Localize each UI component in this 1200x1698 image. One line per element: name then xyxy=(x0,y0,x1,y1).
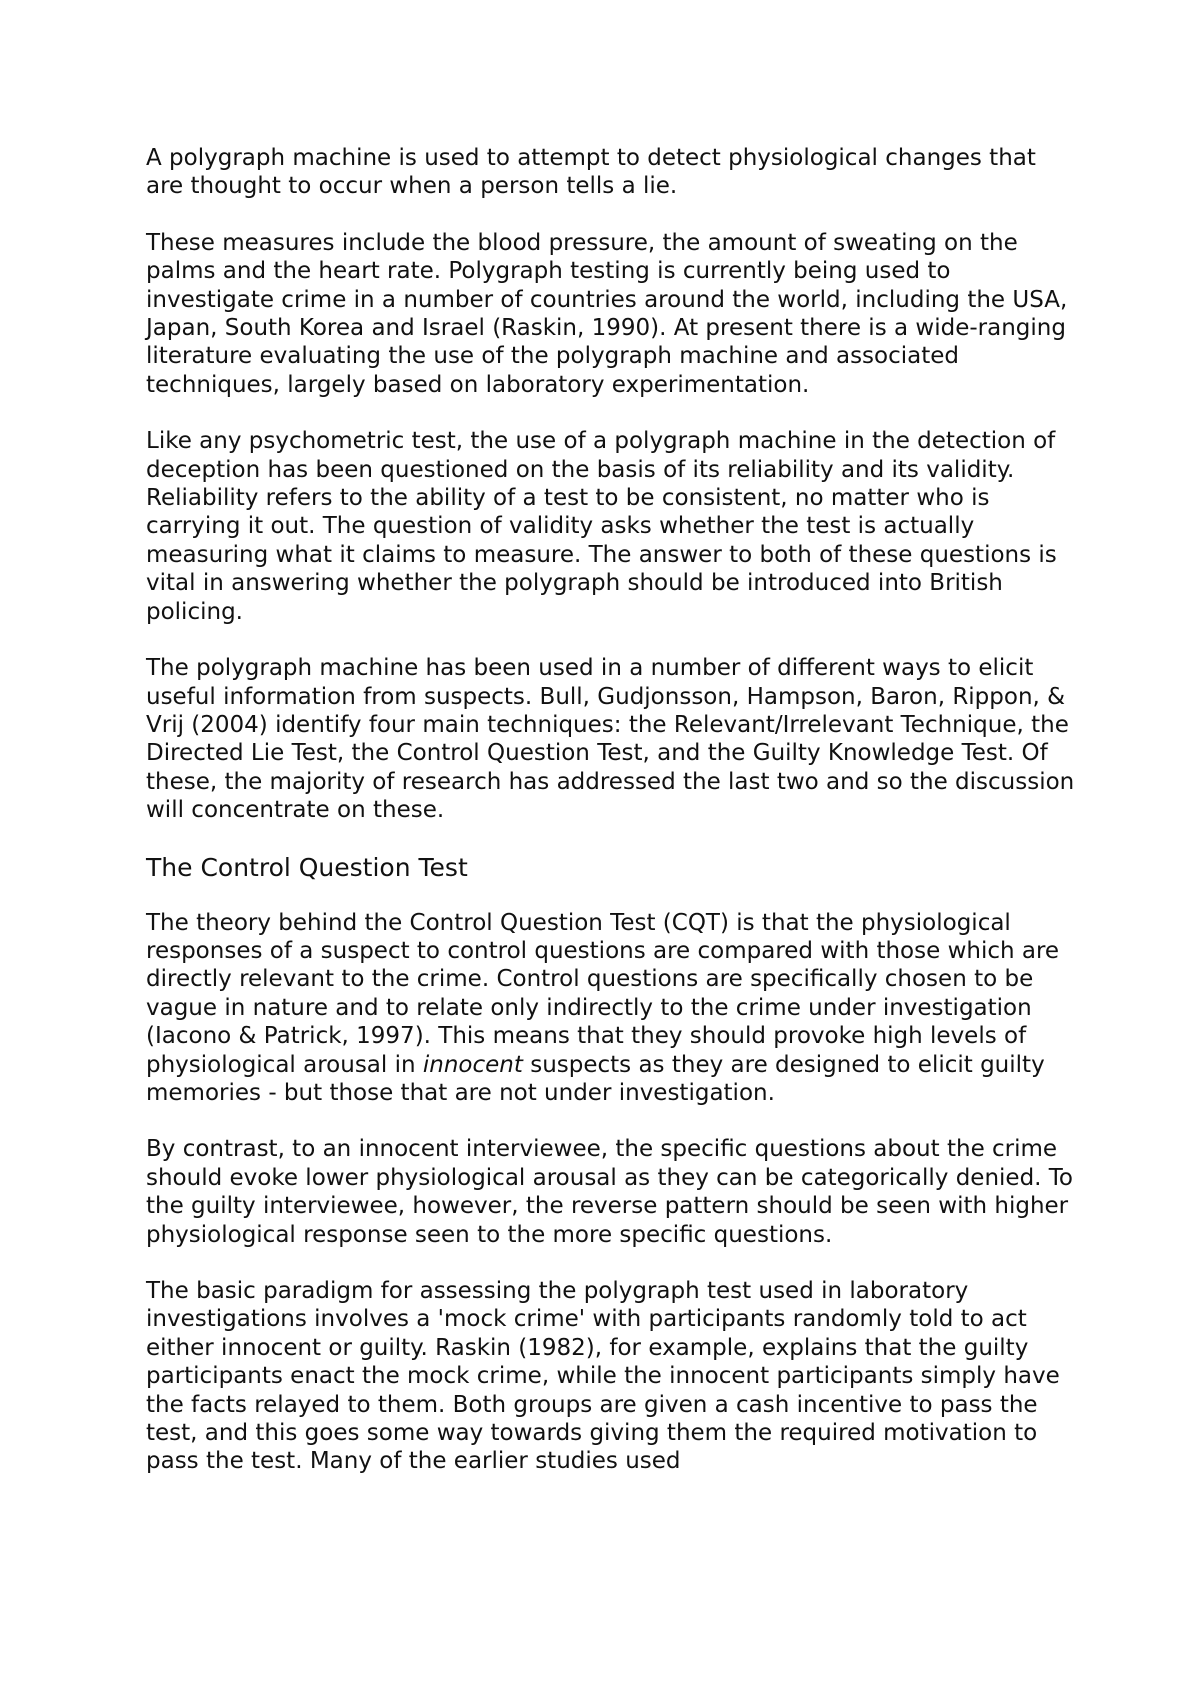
paragraph-cqt-1-after: suspects as they are designed to elicit guilty memories - but those that are not under investigation. xyxy=(146,1051,1045,1106)
paragraph-cqt-1 xyxy=(146,909,1076,1108)
paragraph-intro-2: These measures include the blood pressure, the amount of sweating on the palms and the heart rate. Polygraph testing is currently being used to investigate crime in a number of countries around the world, including the USA, Japan, South Korea and Israel (Raskin, 1990). At present there is a wide-ranging literature evaluating the use of the polygraph machine and associated techniques, largely based on laboratory experimentation. xyxy=(146,229,1068,398)
section-heading: The Control Question Test xyxy=(146,852,468,882)
paragraph-intro-4: The polygraph machine has been used in a number of different ways to elicit useful information from suspects. Bull, Gudjonsson, Hampson, Baron, Rippon, & Vrij (2004) identify four main techniques: the Relevant/Irrelevant Technique, the Directed Lie Test, the Control Question Test, and the Guilty Knowledge Test. Of these, the majority of research has addressed the last two and so the discussion will concentrate on these. xyxy=(146,655,1075,824)
paragraph-cqt-1-before: The theory behind the Control Question Test (CQT) is that the physiological responses of a suspect to control questions are compared with those which are directly relevant to the crime. Control questions are specifically chosen to be vague in nature and to relate only indirectly to the crime under investigation (Iacono & Patrick, 1997). This means that they should provoke high levels of physiological arousal in xyxy=(146,909,1060,1078)
paragraph-cqt-1-emphasis: innocent xyxy=(422,1051,523,1078)
paragraph-intro-3: Like any psychometric test, the use of a polygraph machine in the detection of deception has been questioned on the basis of its reliability and its validity. Reliability refers to the ability of a test to be consistent, no matter who is carrying it out. The question of validity asks whether the test is actually measuring what it claims to measure. The answer to both of these questions is vital in answering whether the polygraph should be introduced into British policing. xyxy=(146,428,1057,625)
paragraph-intro-1: A polygraph machine is used to attempt to detect physiological changes that are thought to occur when a person tells a lie. xyxy=(146,145,1036,200)
paragraph-outro-2: The basic paradigm for assessing the polygraph test used in laboratory investigations involves a 'mock crime' with participants randomly told to act either innocent or guilty. Raskin (1982), for example, explains that the guilty participants enact the mock crime, while the innocent participants simply have the facts relayed to them. Both groups are given a cash incentive to pass the test, and this goes some way towards giving them the required motivation to pass the test. Many of the earlier studies used xyxy=(146,1278,1060,1475)
document-page xyxy=(146,144,1076,1504)
paragraph-outro-1: By contrast, to an innocent interviewee, the specific questions about the crime should evoke lower physiological arousal as they can be categorically denied. To the guilty interviewee, however, the reverse pattern should be seen with higher physiological response seen to the more specific questions. xyxy=(146,1136,1074,1248)
